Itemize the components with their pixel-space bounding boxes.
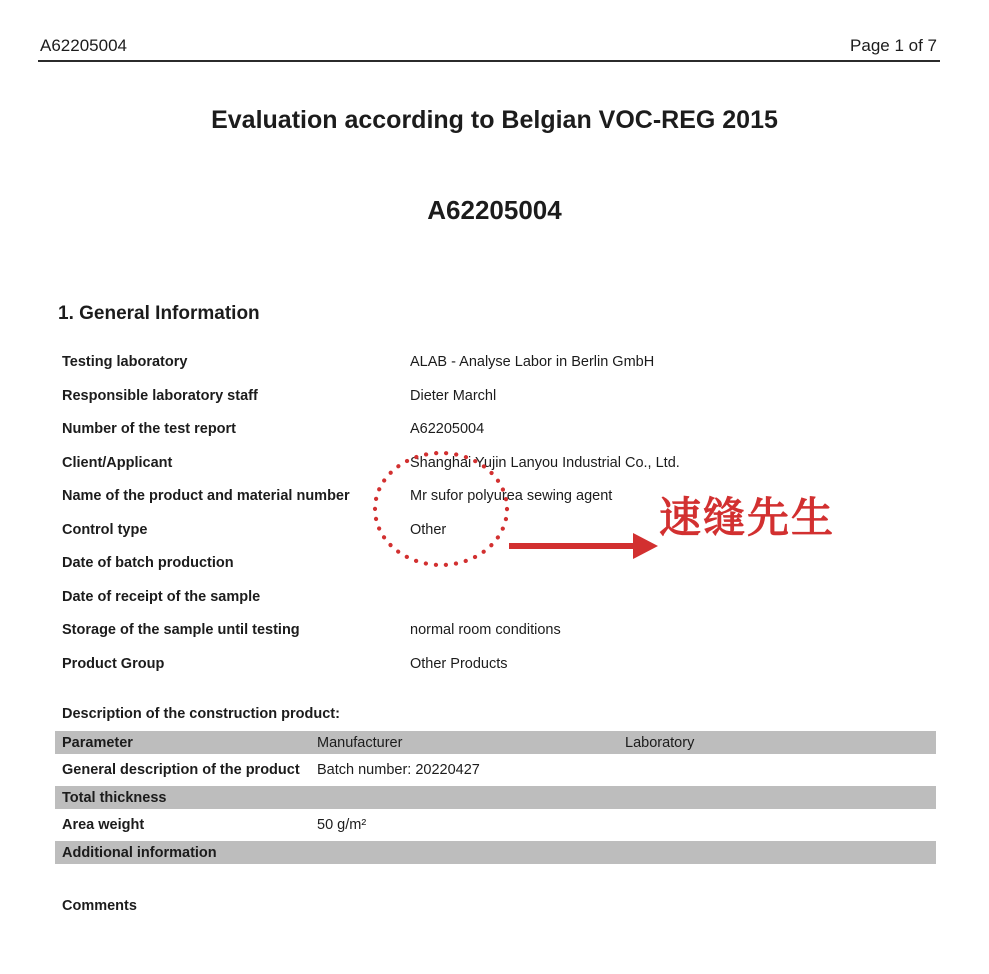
field-label: Date of receipt of the sample xyxy=(62,588,261,605)
field-row xyxy=(62,420,936,454)
table-header-row xyxy=(55,731,936,754)
table-cell-parameter: Total thickness xyxy=(62,789,167,806)
table-header-laboratory: Laboratory xyxy=(625,734,695,751)
field-row xyxy=(62,621,936,655)
field-value: normal room conditions xyxy=(410,622,561,638)
page-title: Evaluation according to Belgian VOC-REG 2015 xyxy=(211,106,778,134)
description-heading: Description of the construction product: xyxy=(62,706,340,722)
field-label: Storage of the sample until testing xyxy=(62,622,300,638)
field-value: Shanghai Yujin Lanyou Industrial Co., Ltd. xyxy=(410,454,680,471)
table-row xyxy=(55,809,936,841)
field-row xyxy=(62,387,936,421)
field-value: Other Products xyxy=(410,655,508,672)
field-row xyxy=(62,554,936,588)
header-doc-number: A62205004 xyxy=(40,36,127,55)
table-row xyxy=(55,841,936,864)
table-cell-parameter: General description of the product xyxy=(62,762,300,778)
table-row xyxy=(55,754,936,786)
comments-heading: Comments xyxy=(62,898,137,914)
field-value: A62205004 xyxy=(410,421,485,437)
field-label: Control type xyxy=(62,521,148,538)
product-description-table xyxy=(55,731,936,864)
field-label: Product Group xyxy=(62,655,165,672)
report-number: A62205004 xyxy=(427,195,562,225)
field-value: Dieter Marchl xyxy=(410,387,497,404)
annotation-text: 速缝先生 xyxy=(659,494,836,541)
table-cell-manufacturer: Batch number: 20220427 xyxy=(317,762,480,778)
field-value: Mr sufor polyurea sewing agent xyxy=(410,488,613,504)
field-row xyxy=(62,353,936,387)
table-row xyxy=(55,786,936,809)
field-label: Responsible laboratory staff xyxy=(62,387,258,404)
field-value: ALAB - Analyse Labor in Berlin GmbH xyxy=(410,354,655,370)
table-header-parameter: Parameter xyxy=(62,734,133,751)
header-page-indicator: Page 1 of 7 xyxy=(850,36,937,55)
field-row xyxy=(62,655,936,689)
header-divider xyxy=(38,60,940,62)
field-label: Testing laboratory xyxy=(62,354,188,370)
table-cell-manufacturer: 50 g/m² xyxy=(317,817,367,833)
table-cell-parameter: Area weight xyxy=(62,817,145,833)
field-label: Number of the test report xyxy=(62,421,237,437)
field-row xyxy=(62,454,936,488)
field-value: Other xyxy=(410,521,447,538)
field-label: Name of the product and material number xyxy=(62,488,350,504)
field-label: Client/Applicant xyxy=(62,454,173,471)
table-header-manufacturer: Manufacturer xyxy=(317,734,403,751)
field-label: Date of batch production xyxy=(62,555,234,571)
field-row xyxy=(62,588,936,622)
table-cell-parameter: Additional information xyxy=(62,844,217,861)
section-heading-general-information: 1. General Information xyxy=(58,303,260,324)
